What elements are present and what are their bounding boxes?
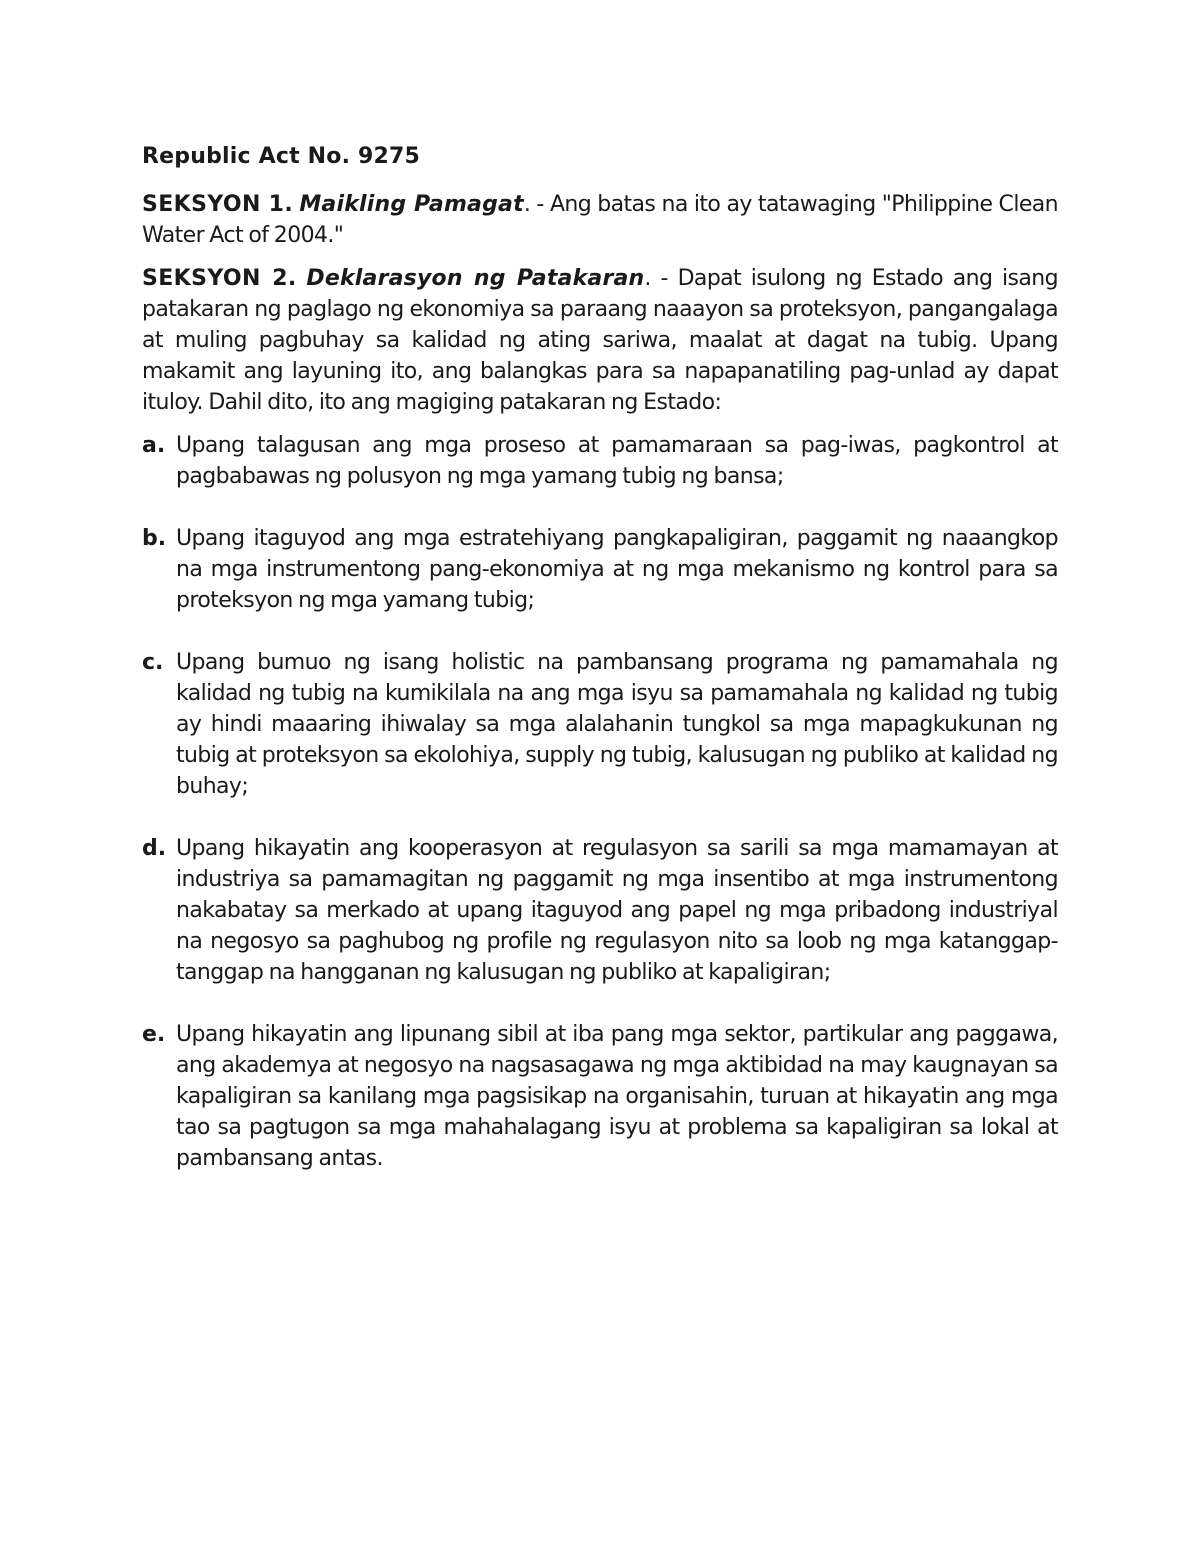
policy-item-letter: e. <box>142 1022 166 1047</box>
policy-item-e <box>142 1019 1058 1174</box>
policy-list <box>142 430 1058 1174</box>
policy-item-text: Upang hikayatin ang lipunang sibil at iba pang mga sektor, partikular ang paggawa, ang akademya at negosyo na nagsasagawa ng mga aktibidad na may kaugnayan sa kapaligiran sa kanilang mga pagsisikap na organisahin, turuan at hikayatin ang mga tao sa pagtugon sa mga mahahalagang isyu at problema sa kapaligiran sa lokal at pambansang antas. <box>176 1022 1058 1171</box>
policy-item-letter: b. <box>142 526 167 551</box>
policy-item-c <box>142 647 1058 802</box>
section-1-separator: . - <box>523 192 544 217</box>
policy-item-d <box>142 833 1058 988</box>
section-1 <box>142 189 1058 251</box>
section-2-text: Dapat isulong ng Estado ang isang patakaran ng paglago ng ekonomiya sa paraang naaayon sa proteksyon, pangangalaga at muling pagbuhay sa kalidad ng ating sariwa, maalat at dagat na tubig. Upang makamit ang layuning ito, ang balangkas para sa napapanatiling pag-unlad ay dapat ituloy. Dahil dito, ito ang magiging patakaran ng Estado: <box>142 266 1058 415</box>
policy-item-letter: d. <box>142 836 167 861</box>
policy-item-text: Upang itaguyod ang mga estratehiyang pangkapaligiran, paggamit ng naaangkop na mga instrumentong pang-ekonomiya at ng mga mekanismo ng kontrol para sa proteksyon ng mga yamang tubig; <box>176 526 1058 613</box>
policy-item-b <box>142 523 1058 616</box>
document-page <box>142 140 1058 1205</box>
policy-item-text: Upang hikayatin ang kooperasyon at regulasyon sa sarili sa mga mamamayan at industriya sa pamamagitan ng paggamit ng mga insentibo at mga instrumentong nakabatay sa merkado at upang itaguyod ang papel ng mga pribadong industriyal na negosyo sa paghubog ng profile ng regulasyon nito sa loob ng mga katanggap-tanggap na hangganan ng kalusugan ng publiko at kapaligiran; <box>176 836 1058 985</box>
policy-item-letter: c. <box>142 650 164 675</box>
section-2 <box>142 263 1058 418</box>
policy-item-text: Upang talagusan ang mga proseso at pamamaraan sa pag-iwas, pagkontrol at pagbabawas ng polusyon ng mga yamang tubig ng bansa; <box>176 433 1058 489</box>
policy-item-text: Upang bumuo ng isang holistic na pambansang programa ng pamamahala ng kalidad ng tubig na kumikilala na ang mga isyu sa pamamahala ng kalidad ng tubig ay hindi maaaring ihiwalay sa mga alalahanin tungkol sa mga mapagkukunan ng tubig at proteksyon sa ekolohiya, supply ng tubig, kalusugan ng publiko at kalidad ng buhay; <box>176 650 1058 799</box>
section-2-heading: Deklarasyon ng Patakaran <box>306 266 645 291</box>
section-1-heading: Maikling Pamagat <box>299 192 524 217</box>
document-title: Republic Act No. 9275 <box>142 144 421 169</box>
policy-item-a <box>142 430 1058 492</box>
section-2-label: SEKSYON 2. <box>142 266 297 291</box>
section-1-label: SEKSYON 1. <box>142 192 294 217</box>
section-1-text: Ang batas na ito ay tatawaging "Philippine Clean Water Act of 2004." <box>142 192 1058 248</box>
section-2-separator: . - <box>644 266 668 291</box>
policy-item-letter: a. <box>142 433 166 458</box>
